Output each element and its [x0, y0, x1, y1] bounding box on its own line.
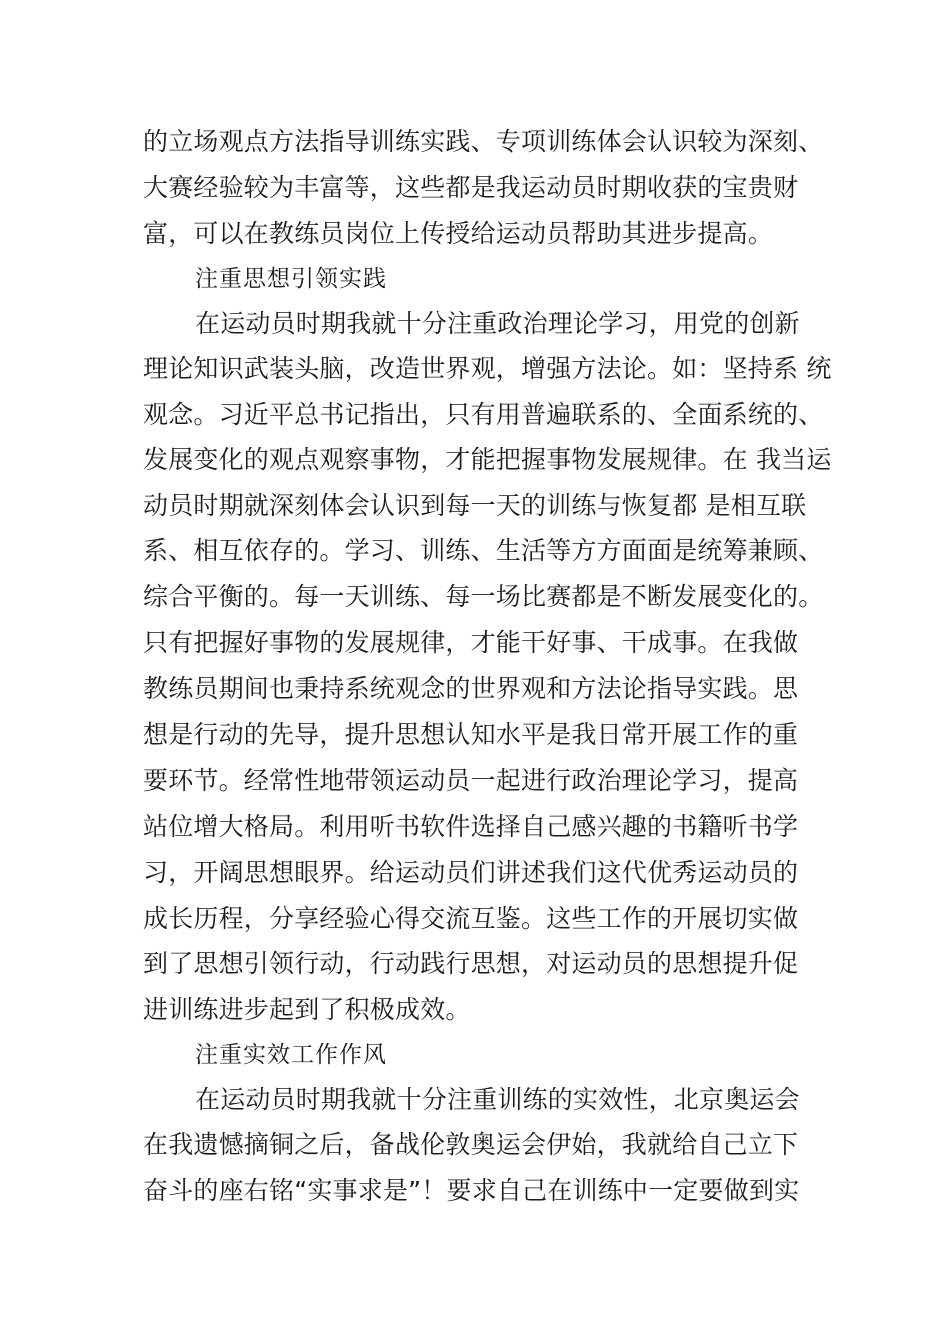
paragraph-line: 成长历程，分享经验心得交流互鉴。这些工作的开展切实做: [143, 904, 799, 933]
paragraph-line: 发展变化的观点观察事物，才能把握事物发展规律。在 我当运: [143, 445, 832, 474]
paragraph-line: 要环节。经常性地带领运动员一起进行政治理论学习，提高: [143, 766, 799, 795]
paragraph-line: 奋斗的座右铭“实事求是”！要求自己在训练中一定要做到实: [143, 1176, 800, 1205]
paragraph-first-line: 在运动员时期我就十分注重训练的实效性，北京奥运会: [195, 1085, 800, 1114]
paragraph-line: 想是行动的先导，提升思想认知水平是我日常开展工作的重: [143, 720, 799, 749]
paragraph-line: 综合平衡的。每一天训练、每一场比赛都是不断发展变化的。: [143, 582, 824, 611]
paragraph-line: 富，可以在教练员岗位上传授给运动员帮助其进步提高。: [143, 219, 774, 248]
paragraph-line: 理论知识武装头脑，改造世界观，增强方法论。如：坚持系 统: [143, 354, 832, 383]
paragraph-line: 只有把握好事物的发展规律，才能干好事、干成事。在我做: [143, 628, 799, 657]
paragraph-line: 在我遗憾摘铜之后，备战伦敦奥运会伊始，我就给自己立下: [143, 1130, 799, 1159]
paragraph-line: 到了思想引领行动，行动践行思想，对运动员的思想提升促: [143, 949, 799, 978]
section-heading: 注重实效工作作风: [195, 1042, 387, 1068]
paragraph-line: 进训练进步起到了积极成效。: [143, 995, 471, 1024]
paragraph-first-line: 在运动员时期我就十分注重政治理论学习，用党的创新: [195, 309, 800, 338]
section-heading: 注重思想引领实践: [195, 266, 387, 292]
paragraph-line: 大赛经验较为丰富等，这些都是我运动员时期收获的宝贵财: [143, 173, 799, 202]
paragraph-line: 系、相互依存的。学习、训练、生活等方方面面是统筹兼顾、: [143, 536, 824, 565]
paragraph-line: 习，开阔思想眼界。给运动员们讲述我们这代优秀运动员的: [143, 858, 799, 887]
paragraph-line: 站位增大格局。利用听书软件选择自己感兴趣的书籍听书学: [143, 812, 799, 841]
paragraph-line: 观念。习近平总书记指出，只有用普遍联系的、全面系统的、: [143, 400, 824, 429]
paragraph-line: 动员时期就深刻体会认识到每一天的训练与恢复都 是相互联: [143, 491, 807, 520]
paragraph-line: 的立场观点方法指导训练实践、专项训练体会认识较为深刻、: [143, 127, 824, 156]
paragraph-line: 教练员期间也秉持系统观念的世界观和方法论指导实践。思: [143, 674, 799, 703]
